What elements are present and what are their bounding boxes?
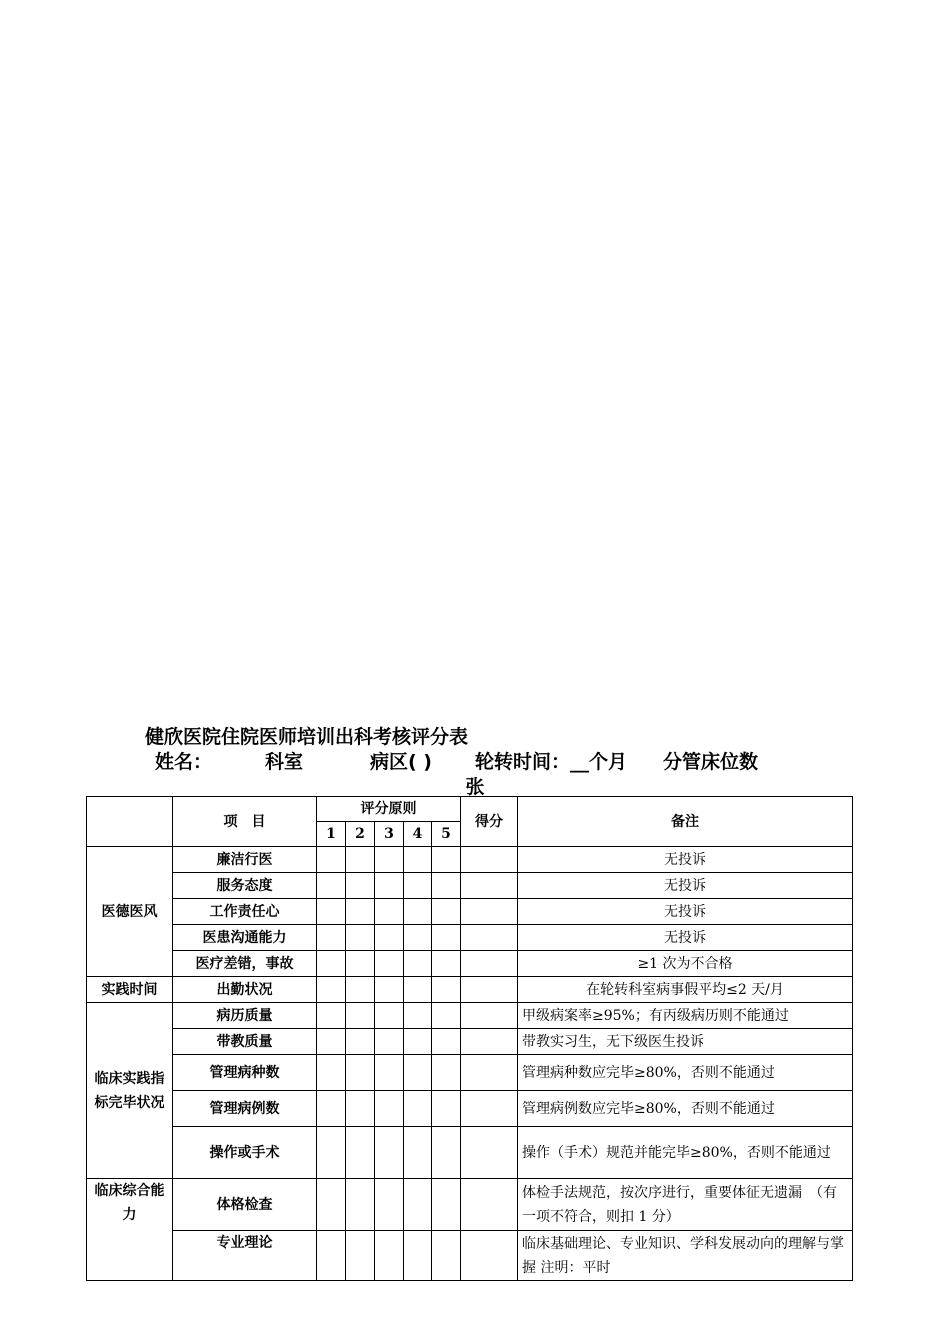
header-score: 得分 bbox=[461, 797, 518, 847]
score-option-cell[interactable] bbox=[432, 899, 461, 925]
remark-cell: 无投诉 bbox=[518, 925, 853, 951]
table-row bbox=[87, 1029, 853, 1055]
score-cell[interactable] bbox=[461, 977, 518, 1003]
score-option-cell[interactable] bbox=[432, 847, 461, 873]
score-option-cell[interactable] bbox=[375, 899, 404, 925]
header-score-1: 1 bbox=[317, 822, 346, 847]
remark-cell: 无投诉 bbox=[518, 847, 853, 873]
score-option-cell[interactable] bbox=[375, 977, 404, 1003]
item-cell: 操作或手术 bbox=[173, 1127, 317, 1179]
remark-cell: 管理病例数应完毕≥80%，否则不能通过 bbox=[518, 1091, 853, 1127]
score-option-cell[interactable] bbox=[346, 899, 375, 925]
score-option-cell[interactable] bbox=[346, 847, 375, 873]
remark-cell: 管理病种数应完毕≥80%，否则不能通过 bbox=[518, 1055, 853, 1091]
table-row bbox=[87, 925, 853, 951]
table-row bbox=[87, 847, 853, 873]
remark-cell: 甲级病案率≥95%；有丙级病历则不能通过 bbox=[518, 1003, 853, 1029]
header-remarks: 备注 bbox=[518, 797, 853, 847]
score-option-cell[interactable] bbox=[375, 1179, 404, 1231]
item-cell: 出勤状况 bbox=[173, 977, 317, 1003]
score-option-cell[interactable] bbox=[375, 1127, 404, 1179]
score-option-cell[interactable] bbox=[404, 977, 432, 1003]
score-option-cell[interactable] bbox=[404, 951, 432, 977]
score-option-cell[interactable] bbox=[432, 1231, 461, 1281]
score-cell[interactable] bbox=[461, 1091, 518, 1127]
item-cell: 服务态度 bbox=[173, 873, 317, 899]
score-option-cell[interactable] bbox=[404, 1127, 432, 1179]
score-option-cell[interactable] bbox=[404, 1029, 432, 1055]
score-option-cell[interactable] bbox=[317, 1179, 346, 1231]
item-cell: 体格检查 bbox=[173, 1179, 317, 1231]
table-row bbox=[87, 899, 853, 925]
evaluation-table bbox=[86, 796, 853, 1281]
score-option-cell[interactable] bbox=[317, 1055, 346, 1091]
score-option-cell[interactable] bbox=[346, 1179, 375, 1231]
score-cell[interactable] bbox=[461, 1127, 518, 1179]
table-row bbox=[87, 873, 853, 899]
category-cell: 临床综合能力 bbox=[87, 1179, 173, 1281]
score-option-cell[interactable] bbox=[317, 925, 346, 951]
score-option-cell[interactable] bbox=[317, 1231, 346, 1281]
item-cell: 医患沟通能力 bbox=[173, 925, 317, 951]
table-row bbox=[87, 951, 853, 977]
score-cell[interactable] bbox=[461, 847, 518, 873]
score-option-cell[interactable] bbox=[317, 1091, 346, 1127]
dept-label: 科室 bbox=[265, 751, 304, 773]
score-option-cell[interactable] bbox=[346, 1055, 375, 1091]
info-line bbox=[155, 747, 795, 774]
score-option-cell[interactable] bbox=[404, 925, 432, 951]
score-option-cell[interactable] bbox=[404, 1055, 432, 1091]
remark-cell: 无投诉 bbox=[518, 873, 853, 899]
score-cell[interactable] bbox=[461, 1231, 518, 1281]
score-option-cell[interactable] bbox=[432, 1055, 461, 1091]
document-title: 健欣医院住院医师培训出科考核评分表 bbox=[145, 726, 469, 748]
score-option-cell[interactable] bbox=[317, 899, 346, 925]
score-option-cell[interactable] bbox=[317, 1127, 346, 1179]
remark-cell: 临床基础理论、专业知识、学科发展动向的理解与掌握 注明：平时 bbox=[518, 1231, 853, 1281]
item-cell: 管理病种数 bbox=[173, 1055, 317, 1091]
score-option-cell[interactable] bbox=[346, 1029, 375, 1055]
score-option-cell[interactable] bbox=[375, 1091, 404, 1127]
item-cell: 病历质量 bbox=[173, 1003, 317, 1029]
remark-cell: 带教实习生，无下级医生投诉 bbox=[518, 1029, 853, 1055]
rotation-label: 轮转时间：__个月 bbox=[475, 751, 628, 773]
score-option-cell[interactable] bbox=[346, 1231, 375, 1281]
score-option-cell[interactable] bbox=[375, 1003, 404, 1029]
score-option-cell[interactable] bbox=[375, 1029, 404, 1055]
item-cell: 管理病例数 bbox=[173, 1091, 317, 1127]
score-option-cell[interactable] bbox=[346, 951, 375, 977]
score-cell[interactable] bbox=[461, 1179, 518, 1231]
table-row bbox=[87, 977, 853, 1003]
score-option-cell[interactable] bbox=[375, 1231, 404, 1281]
item-cell: 工作责任心 bbox=[173, 899, 317, 925]
score-cell[interactable] bbox=[461, 873, 518, 899]
score-option-cell[interactable] bbox=[346, 977, 375, 1003]
beds-unit: 张 bbox=[465, 776, 485, 798]
name-label: 姓名： bbox=[155, 751, 213, 773]
table-row bbox=[87, 1055, 853, 1091]
score-option-cell[interactable] bbox=[432, 977, 461, 1003]
table-row bbox=[87, 1003, 853, 1029]
score-option-cell[interactable] bbox=[375, 873, 404, 899]
score-option-cell[interactable] bbox=[404, 1091, 432, 1127]
score-option-cell[interactable] bbox=[346, 1091, 375, 1127]
score-option-cell[interactable] bbox=[432, 873, 461, 899]
category-cell: 临床实践指标完毕状况 bbox=[87, 1003, 173, 1179]
score-option-cell[interactable] bbox=[432, 1091, 461, 1127]
score-option-cell[interactable] bbox=[432, 1003, 461, 1029]
score-option-cell[interactable] bbox=[432, 925, 461, 951]
score-option-cell[interactable] bbox=[317, 977, 346, 1003]
score-option-cell[interactable] bbox=[404, 1231, 432, 1281]
header-score-5: 5 bbox=[432, 822, 461, 847]
score-cell[interactable] bbox=[461, 925, 518, 951]
remark-cell: 在轮转科室病事假平均≤2 天/月 bbox=[518, 977, 853, 1003]
remark-cell: 体检手法规范，按次序进行，重要体征无遗漏 （有一项不符合，则扣 1 分） bbox=[518, 1179, 853, 1231]
score-option-cell[interactable] bbox=[346, 1127, 375, 1179]
item-cell: 专业理论 bbox=[173, 1231, 317, 1281]
category-cell: 实践时间 bbox=[87, 977, 173, 1003]
header-item: 项 目 bbox=[173, 797, 317, 847]
score-cell[interactable] bbox=[461, 1055, 518, 1091]
score-option-cell[interactable] bbox=[432, 1179, 461, 1231]
score-option-cell[interactable] bbox=[346, 873, 375, 899]
score-option-cell[interactable] bbox=[432, 1029, 461, 1055]
score-cell[interactable] bbox=[461, 1029, 518, 1055]
header-score-2: 2 bbox=[346, 822, 375, 847]
score-option-cell[interactable] bbox=[375, 951, 404, 977]
score-option-cell[interactable] bbox=[346, 925, 375, 951]
category-cell: 医德医风 bbox=[87, 847, 173, 977]
item-cell: 带教质量 bbox=[173, 1029, 317, 1055]
beds-label: 分管床位数 bbox=[663, 751, 759, 773]
item-cell: 廉洁行医 bbox=[173, 847, 317, 873]
score-option-cell[interactable] bbox=[432, 951, 461, 977]
score-option-cell[interactable] bbox=[346, 1003, 375, 1029]
table-row bbox=[87, 1127, 853, 1179]
score-cell[interactable] bbox=[461, 899, 518, 925]
ward-label: 病区( ) bbox=[370, 751, 432, 773]
score-option-cell[interactable] bbox=[432, 1127, 461, 1179]
score-cell[interactable] bbox=[461, 1003, 518, 1029]
table-row bbox=[87, 1231, 853, 1281]
score-cell[interactable] bbox=[461, 951, 518, 977]
table-row bbox=[87, 1091, 853, 1127]
header-scoring: 评分原则 bbox=[317, 797, 461, 822]
table-row bbox=[87, 1179, 853, 1231]
remark-cell: 操作（手术）规范并能完毕≥80%，否则不能通过 bbox=[518, 1127, 853, 1179]
remark-cell: ≥1 次为不合格 bbox=[518, 951, 853, 977]
score-option-cell[interactable] bbox=[317, 847, 346, 873]
score-option-cell[interactable] bbox=[317, 1003, 346, 1029]
score-option-cell[interactable] bbox=[404, 873, 432, 899]
header-category-cell bbox=[87, 797, 173, 847]
item-cell: 医疗差错，事故 bbox=[173, 951, 317, 977]
score-option-cell[interactable] bbox=[317, 873, 346, 899]
score-option-cell[interactable] bbox=[375, 1055, 404, 1091]
header-score-4: 4 bbox=[404, 822, 432, 847]
score-option-cell[interactable] bbox=[404, 1003, 432, 1029]
score-option-cell[interactable] bbox=[317, 951, 346, 977]
remark-cell: 无投诉 bbox=[518, 899, 853, 925]
header-score-3: 3 bbox=[375, 822, 404, 847]
score-option-cell[interactable] bbox=[375, 925, 404, 951]
score-option-cell[interactable] bbox=[317, 1029, 346, 1055]
score-option-cell[interactable] bbox=[404, 1179, 432, 1231]
score-option-cell[interactable] bbox=[404, 847, 432, 873]
score-option-cell[interactable] bbox=[375, 847, 404, 873]
score-option-cell[interactable] bbox=[404, 899, 432, 925]
